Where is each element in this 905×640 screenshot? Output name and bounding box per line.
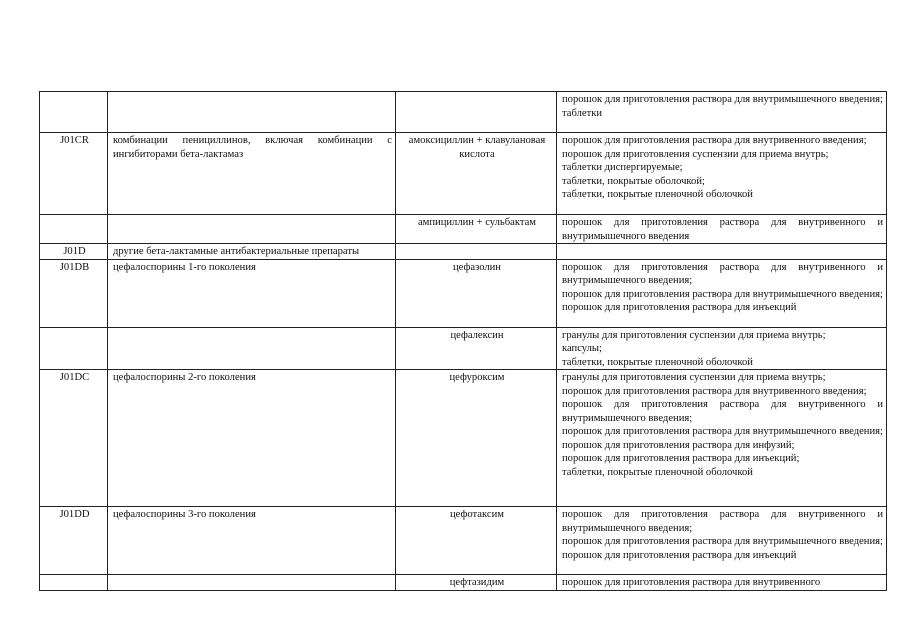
dosage-forms-cell [557,259,887,327]
drug-name-cell [396,92,557,133]
dosage-form-line: порошок для приготовления раствора для инъекций [562,549,797,561]
atc-code-cell: J01DB [40,259,108,327]
atc-group-cell: другие бета-лактамные антибактериальные препараты [108,244,396,260]
dosage-form-line: таблетки, покрытые пленочной оболочкой [562,356,753,368]
drug-name-cell [396,244,557,260]
dosage-forms-cell [557,575,887,591]
atc-code-cell: J01DC [40,370,108,507]
drug-name-cell: цефалексин [396,327,557,370]
dosage-form-line: таблетки, покрытые пленочной оболочкой [562,189,753,200]
dosage-forms-cell [557,507,887,575]
dosage-form-line: порошок для приготовления раствора для внутримышечного введения; [562,536,883,547]
atc-code-cell [40,92,108,133]
atc-code-cell: J01CR [40,133,108,215]
table-row [40,92,887,133]
table-row [40,259,887,327]
dosage-form-line: порошок для приготовления раствора для внутривенного введения; [562,135,867,146]
atc-group-cell: комбинации пенициллинов, включая комбинации с ингибиторами бета-лактамаз [108,133,396,215]
dosage-forms-cell [557,327,887,370]
dosage-forms-cell [557,215,887,244]
atc-group-cell [108,327,396,370]
table-row [40,507,887,575]
dosage-form-line: порошок для приготовления раствора для инъекций; [562,453,800,464]
dosage-form-line: таблетки, покрытые пленочной оболочкой [562,466,753,478]
drug-table [39,91,887,591]
table-row [40,244,887,260]
atc-code-cell [40,575,108,591]
dosage-form-line: гранулы для приготовления суспензии для приема внутрь; [562,372,826,383]
dosage-form-line: порошок для приготовления раствора для внутривенного и внутримышечного введения; [562,399,883,424]
dosage-form-line: порошок для приготовления раствора для внутривенного и внутримышечного введения [562,217,883,242]
dosage-form-line: порошок для приготовления раствора для внутривенного введения; [562,385,867,397]
drug-name-cell: цефтазидим [396,575,557,591]
dosage-form-line: порошок для приготовления раствора для внутривенного [562,577,821,588]
dosage-form-line: порошок для приготовления раствора для инфузий; [562,439,795,451]
dosage-form-line: таблетки [562,107,603,119]
dosage-form-line: порошок для приготовления раствора для внутримышечного введения; [562,288,883,300]
table-row [40,575,887,591]
table-row [40,327,887,370]
dosage-form-line: капсулы; [562,343,602,354]
drug-name-cell: цефотаксим [396,507,557,575]
atc-code-cell: J01D [40,244,108,260]
atc-group-cell: цефалоспорины 3-го поколения [108,507,396,575]
dosage-forms-cell [557,133,887,215]
drug-name-cell: цефазолин [396,259,557,327]
dosage-form-line: гранулы для приготовления суспензии для приема внутрь; [562,329,826,341]
dosage-form-line: таблетки диспергируемые; [562,162,683,173]
drug-table-body [40,92,887,591]
atc-group-cell: цефалоспорины 1-го поколения [108,259,396,327]
atc-code-cell: J01DD [40,507,108,575]
dosage-form-line: порошок для приготовления раствора для внутривенного и внутримышечного введения; [562,509,883,534]
atc-group-cell [108,575,396,591]
table-row [40,133,887,215]
dosage-form-line: порошок для приготовления раствора для инъекций [562,302,797,313]
dosage-forms-cell [557,244,887,260]
atc-group-cell: цефалоспорины 2-го поколения [108,370,396,507]
drug-name-cell: цефуроксим [396,370,557,507]
atc-group-cell [108,92,396,133]
atc-code-cell [40,327,108,370]
dosage-forms-cell [557,92,887,133]
dosage-forms-cell [557,370,887,507]
atc-code-cell [40,215,108,244]
dosage-form-line: порошок для приготовления раствора для внутримышечного введения; [562,94,883,105]
drug-name-cell: ампициллин + сульбактам [396,215,557,244]
dosage-form-line: порошок для приготовления суспензии для приема внутрь; [562,148,829,160]
table-row [40,215,887,244]
dosage-form-line: порошок для приготовления раствора для внутримышечного введения; [562,426,883,437]
table-row [40,370,887,507]
dosage-form-line: таблетки, покрытые оболочкой; [562,175,705,187]
drug-name-cell: амоксициллин + клавулановая кислота [396,133,557,215]
atc-group-cell [108,215,396,244]
dosage-form-line: порошок для приготовления раствора для внутривенного и внутримышечного введения; [562,261,883,286]
